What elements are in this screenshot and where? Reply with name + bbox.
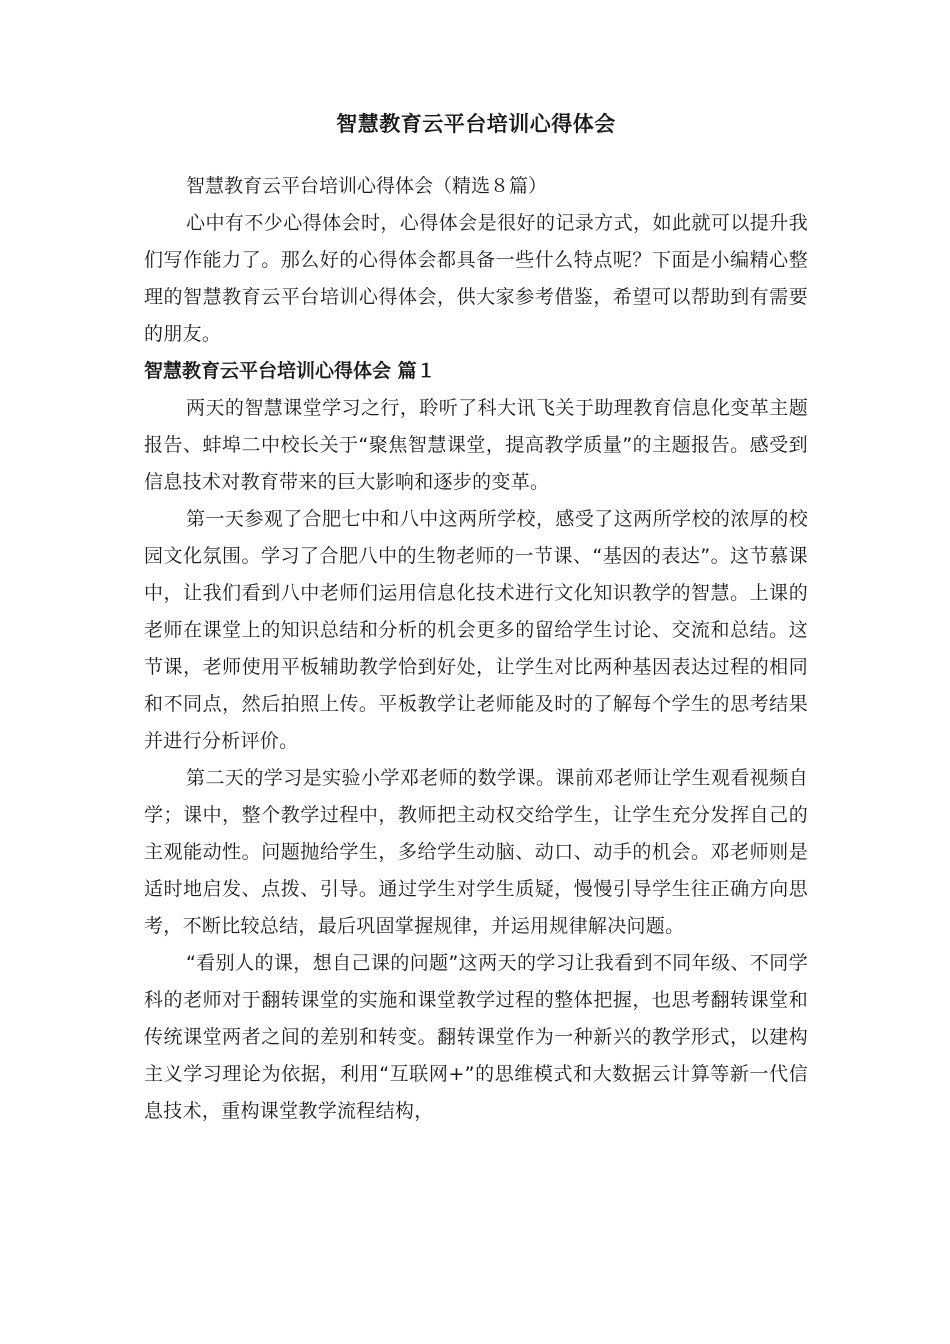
body-paragraph-2: 第一天参观了合肥七中和八中这两所学校，感受了这两所学校的浓厚的校园文化氛围。学习了合肥八中的生物老师的一节课、“基因的表达”。这节慕课中，让我们看到八中老师们运用信息化技术进行文化知识教学的智慧。上课的老师在课堂上的知识总结和分析的机会更多的留给学生讨论、交流和总结。这节课，老师使用平板辅助教学恰到好处，让学生对比两种基因表达过程的相同和不同点，然后拍照上传。平板教学让老师能及时的了解每个学生的思考结果并进行分析评价。 [144,508,808,752]
body-paragraph-1: 两天的智慧课堂学习之行，聆听了科大讯飞关于助理教育信息化变革主题报告、蚌埠二中校长关于“聚焦智慧课堂，提高教学质量”的主题报告。感受到信息技术对教育带来的巨大影响和逐步的变革。 [144,397,808,493]
document-subtitle: 智慧教育云平台培训心得体会（精选８篇） [186,175,548,197]
body-paragraph-4: “看别人的课，想自己课的问题”这两天的学习让我看到不同年级、不同学科的老师对于翻转课堂的实施和课堂教学过程的整体把握，也思考翻转课堂和传统课堂两者之间的差别和转变。翻转课堂作为一种新兴的教学形式，以建构主义学习理论为依据，利用“互联网+”的思维模式和大数据云计算等新一代信息技术，重构课堂教学流程结构， [144,952,808,1122]
document-title: 智慧教育云平台培训心得体会 [336,112,616,136]
section-heading: 智慧教育云平台培训心得体会 篇１ [144,360,436,382]
intro-paragraph: 心中有不少心得体会时，心得体会是很好的记录方式，如此就可以提升我们写作能力了。那么好的心得体会都具备一些什么特点呢？下面是小编精心整理的智慧教育云平台培训心得体会，供大家参考借鉴，希望可以帮助到有需要的朋友。 [144,212,808,345]
document-page [144,106,808,1130]
body-paragraph-3: 第二天的学习是实验小学邓老师的数学课。课前邓老师让学生观看视频自学；课中，整个教学过程中，教师把主动权交给学生，让学生充分发挥自己的主观能动性。问题抛给学生，多给学生动脑、动口、动手的机会。邓老师则是适时地启发、点拨、引导。通过学生对学生质疑，慢慢引导学生往正确方向思考，不断比较总结，最后巩固掌握规律，并运用规律解决问题。 [144,767,808,937]
